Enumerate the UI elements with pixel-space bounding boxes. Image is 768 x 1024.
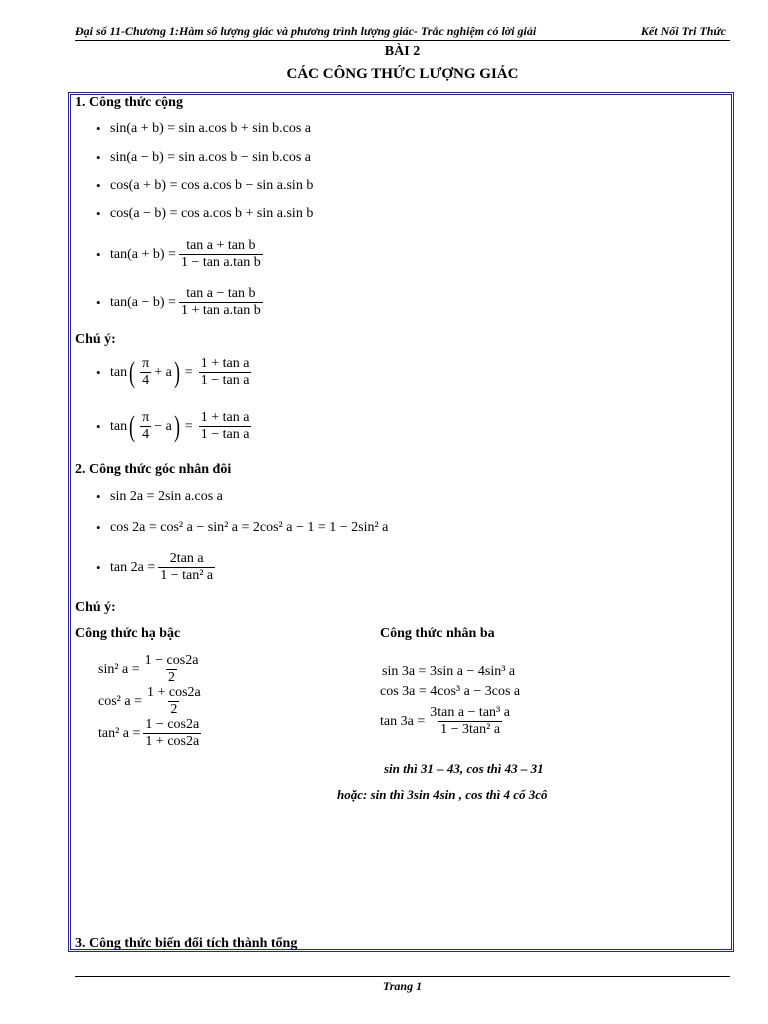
formula-cos-sum: • cos(a + b) = cos a.cos b − sin a.sin b — [96, 178, 314, 193]
section-heading-product-to-sum: 3. Công thức biến đổi tích thành tổng — [75, 936, 298, 951]
formula-cos-squared: cos² a = $\frac{1 + \cos 2a}{2}$ — [98, 685, 201, 718]
fraction: $\frac{\pi}{4}$ — [142, 410, 150, 443]
formula-sin-squared: sin² a = $\frac{1 - \cos 2a}{2}$ — [98, 653, 199, 686]
bullet-icon: • — [96, 150, 101, 165]
fraction: $\frac{\text{2tan a}}{\text{1 − tan² a}}$ — [160, 551, 214, 584]
lowering-heading: Công thức hạ bậc — [75, 626, 181, 641]
formula-cos-triple: cos 3a = 4cos³ a − 3cos a — [380, 684, 521, 699]
page-title: CÁC CÔNG THỨC LƯỢNG GIÁC — [286, 66, 519, 82]
bullet-icon: • — [96, 246, 101, 262]
fraction: $\frac{1 + \cos 2a}{2}$ — [146, 685, 201, 718]
running-header: Đại số 11-Chương 1:Hàm số lượng giác và phương trình lượng giác- Trắc nghiệm có lời giải — [75, 24, 537, 38]
bullet-icon: • — [96, 418, 101, 434]
formula-sin-double: • sin 2a = 2sin a.cos a — [96, 489, 223, 504]
section-heading-double-angle: 2. Công thức góc nhân đôi — [75, 462, 232, 477]
fraction: $\frac{1 - \cos 2a}{2}$ — [144, 653, 199, 686]
fraction: $\frac{\text{3tan a − tan³ a}}{\text{1 − 3tan² a}}$ — [430, 705, 510, 738]
section-heading-addition: 1. Công thức cộng — [75, 95, 183, 110]
fraction: $\frac{\text{1 + tan a}}{\text{1 − tan a}}$ — [200, 410, 250, 443]
fraction: $\frac{\text{tan a − tan b}}{\text{1 + tan a.tan b}}$ — [180, 286, 261, 319]
header-rule — [75, 40, 730, 41]
page-number: Trang 1 — [382, 979, 423, 993]
fraction: $\frac{1 - \cos 2a}{1 + \cos 2a}$ — [145, 717, 200, 750]
formula-sin-diff: • sin(a − b) = sin a.cos b − sin b.cos a — [96, 150, 311, 165]
formula-sin-triple: sin 3a = 3sin a − 4sin³ a — [382, 664, 516, 679]
formula-tan-diff: • tan(a − b) = $\frac{\text{tan a − tan b}}{\text{1 + tan a.tan b}}$ — [96, 286, 261, 319]
formula-cos-diff: • cos(a − b) = cos a.cos b + sin a.sin b — [96, 206, 314, 221]
formula-tan-double: • tan 2a = $\frac{\text{2tan a}}{\text{1 − tan² a}}$ — [96, 551, 214, 584]
bullet-icon: • — [96, 121, 101, 136]
formula-tan-pi4-plus: • tan ( $\frac{\pi}{4}$ + a ) = $\frac{\text{1 + tan a}}{\text{1 − tan a}}$ — [96, 355, 250, 389]
mnemonic-line-2: hoặc: sin thì 3sin 4sin , cos thì 4 cổ 3cô — [337, 787, 548, 802]
fraction: $\frac{\text{1 + tan a}}{\text{1 − tan a}}$ — [200, 356, 250, 389]
fraction: $\frac{\text{tan a + tan b}}{\text{1 − tan a.tan b}}$ — [180, 238, 261, 271]
bullet-icon: • — [96, 520, 101, 535]
formula-sin-sum: • sin(a + b) = sin a.cos b + sin b.cos a — [96, 121, 311, 136]
note-label: Chú ý: — [75, 332, 116, 347]
formula-tan-squared: tan² a = $\frac{1 - \cos 2a}{1 + \cos 2a}$ — [98, 717, 200, 750]
formula-tan-triple: tan 3a = $\frac{\text{3tan a − tan³ a}}{\text{1 − 3tan² a}}$ — [380, 705, 510, 738]
lesson-number: BÀI 2 — [384, 44, 421, 59]
bullet-icon: • — [96, 178, 101, 193]
formula-cos-double: • cos 2a = cos² a − sin² a = 2cos² a − 1 = 1 − 2sin² a — [96, 520, 389, 535]
note-label: Chú ý: — [75, 600, 116, 615]
formula-tan-pi4-minus: • tan ( $\frac{\pi}{4}$ − a ) = $\frac{\text{1 + tan a}}{\text{1 − tan a}}$ — [96, 409, 250, 443]
triple-heading: Công thức nhân ba — [380, 626, 495, 641]
footer-rule — [75, 976, 730, 977]
bullet-icon: • — [96, 364, 101, 380]
publisher-label: Kết Nối Tri Thức — [640, 24, 726, 38]
bullet-icon: • — [96, 206, 101, 221]
formula-tan-sum: • tan(a + b) = $\frac{\text{tan a + tan b}}{\text{1 − tan a.tan b}}$ — [96, 238, 261, 271]
fraction: $\frac{\pi}{4}$ — [142, 356, 150, 389]
mnemonic-line-1: sin thì 31 – 43, cos thì 43 – 31 — [384, 761, 544, 776]
bullet-icon: • — [96, 294, 101, 310]
bullet-icon: • — [96, 489, 101, 504]
bullet-icon: • — [96, 559, 101, 575]
